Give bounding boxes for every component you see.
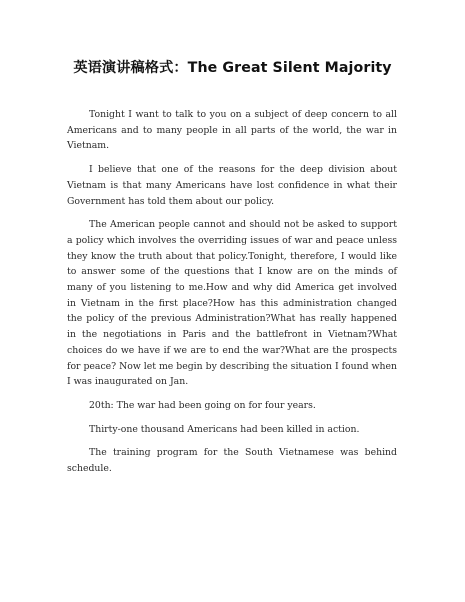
document-body [67,107,397,477]
paragraph: Thirty-one thousand Americans had been killed in action. [89,423,360,435]
document-title: 英语演讲稿格式：The Great Silent Majority [73,60,392,76]
paragraph: Tonight I want to talk to you on a subject of deep concern to all Americans and to many people in all parts of the world, the war in Vietnam. [67,109,397,152]
paragraph: 20th: The war had been going on for four years. [89,399,316,411]
paragraph: The training program for the South Vietnamese was behind schedule. [67,447,397,475]
paragraph: I believe that one of the reasons for the deep division about Vietnam is that many Americans have lost confidence in what their Government has told them about our policy. [67,164,397,207]
paragraph: The American people cannot and should not be asked to support a policy which involves the overriding issues of war and peace unless they know the truth about that policy.Tonight, therefore, I would like to answer some of the questions that I know are on the minds of many of you listening to me.How and why did America get involved in Vietnam in the first place?How has this administration changed the policy of the previous Administration?What has really happened in the negotiations in Paris and the battlefront in Vietnam?What choices do we have if we are to end the war?What are the prospects for peace? Now let me begin by describing the situation I found when I was inaugurated on Jan. [67,219,397,388]
